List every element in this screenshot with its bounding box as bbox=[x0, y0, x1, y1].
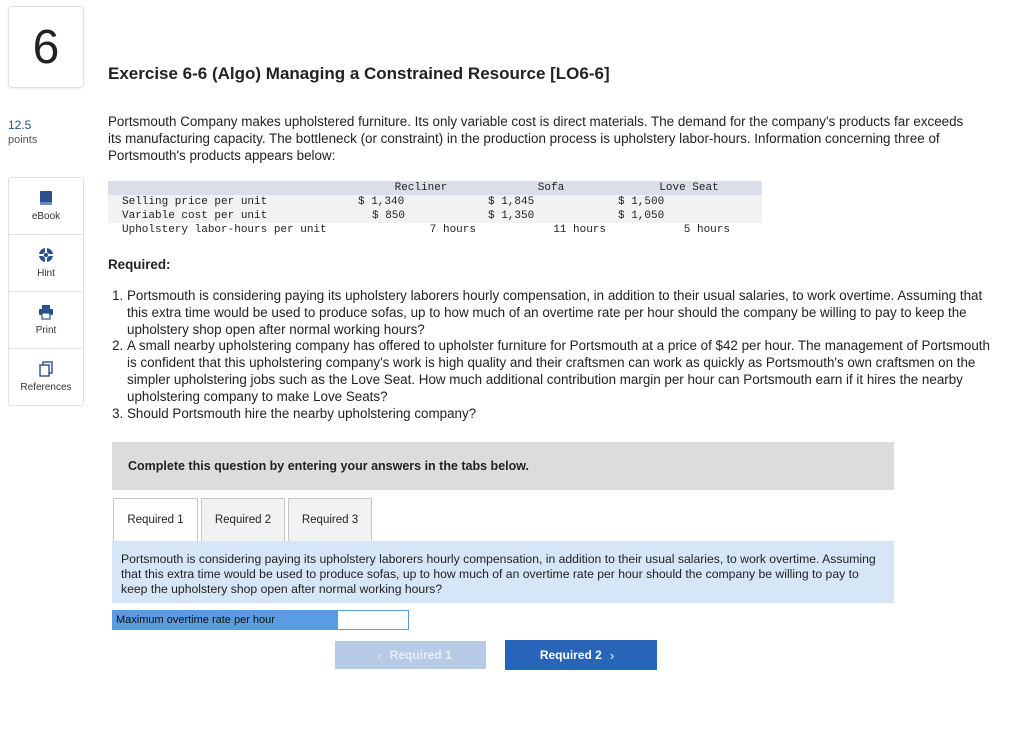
tab-required-3[interactable]: Required 3 bbox=[288, 498, 372, 541]
requirements-list bbox=[108, 288, 997, 422]
table-cell: Upholstery labor-hours per unit bbox=[122, 224, 327, 236]
tab-panel-text: Portsmouth is considering paying its upholstery laborers hourly compensation, in addition to their usual salaries, to work overtime. Assuming that this extra time would be used to produce sofas, up to how much of an overtime rate per hour should the company be willing to pay to keep the upholstery shop open after normal working hours? bbox=[112, 541, 894, 603]
ebook-icon bbox=[38, 190, 54, 206]
exercise-title: Exercise 6-6 (Algo) Managing a Constrained Resource [LO6-6] bbox=[108, 64, 610, 83]
answer-label: Maximum overtime rate per hour bbox=[112, 610, 337, 630]
table-row bbox=[108, 209, 762, 223]
sidebar-item-label: Hint bbox=[37, 268, 55, 279]
prev-button-label: Required 1 bbox=[389, 648, 452, 662]
sidebar-item-label: References bbox=[20, 382, 72, 393]
table-cell: $ 1,845 bbox=[486, 195, 616, 209]
question-number: 6 bbox=[8, 6, 84, 88]
hint-icon bbox=[38, 247, 54, 263]
points-value: 12.5 bbox=[8, 118, 32, 132]
sidebar-item-print[interactable] bbox=[9, 292, 83, 349]
sidebar-item-hint[interactable] bbox=[9, 235, 83, 292]
references-icon bbox=[38, 361, 54, 377]
next-button-label: Required 2 bbox=[539, 648, 602, 662]
table-header: Recliner bbox=[356, 181, 486, 195]
sidebar-item-label: eBook bbox=[31, 211, 61, 222]
table-row bbox=[108, 223, 762, 237]
next-button[interactable] bbox=[505, 640, 657, 670]
sidebar-item-label: Print bbox=[35, 325, 57, 336]
chevron-left-icon: ‹ bbox=[377, 647, 382, 663]
print-icon bbox=[38, 304, 54, 320]
required-heading: Required: bbox=[108, 257, 171, 272]
tab-required-1[interactable]: Required 1 bbox=[113, 498, 198, 541]
table-cell: $ 1,350 bbox=[486, 209, 616, 223]
product-table bbox=[108, 181, 762, 237]
list-item: 3. Should Portsmouth hire the nearby upholstering company? bbox=[127, 406, 997, 423]
intro-text: Portsmouth Company makes upholstered furniture. Its only variable cost is direct materials. The demand for the company's products far exceeds its manufacturing capacity. The bottleneck (or constraint) in the production process is upholstery labor-hours. Information concerning three of Portsmouth's products appears below: bbox=[108, 114, 964, 163]
chevron-right-icon: › bbox=[609, 647, 615, 663]
table-cell: $ 850 bbox=[356, 209, 486, 223]
points-label: points bbox=[8, 134, 38, 146]
table-cell: Selling price per unit bbox=[108, 195, 356, 209]
table-header: Love Seat bbox=[616, 181, 762, 195]
table-row bbox=[108, 195, 762, 209]
prev-button[interactable] bbox=[335, 641, 486, 669]
complete-banner: Complete this question by entering your answers in the tabs below. bbox=[112, 442, 894, 490]
table-cell: $ 1,050 bbox=[616, 209, 762, 223]
tab-bar bbox=[113, 498, 375, 541]
sidebar-item-ebook[interactable] bbox=[9, 178, 83, 235]
table-cell: Variable cost per unit bbox=[108, 209, 356, 223]
table-cell: 11 hours bbox=[553, 224, 606, 236]
table-cell: $ 1,340 bbox=[356, 195, 486, 209]
sidebar-item-references[interactable] bbox=[9, 349, 83, 405]
list-item: 2. A small nearby upholstering company has offered to upholster furniture for Portsmouth at a price of $42 per hour. The management of Portsmouth is confident that this upholstering company's work is high quality and their craftsmen can work as quickly as Portsmouth's own craftsmen on the simpler upholstering jobs such as the Love Seat. How much additional contribution margin per hour can Portsmouth earn if it hires the nearby upholstering company to make Love Seats? bbox=[127, 338, 997, 405]
sidebar bbox=[8, 177, 84, 406]
table-header: Sofa bbox=[486, 181, 616, 195]
table-header-row bbox=[108, 181, 762, 195]
table-header bbox=[108, 181, 356, 195]
tab-required-2[interactable]: Required 2 bbox=[201, 498, 285, 541]
table-cell: $ 1,500 bbox=[616, 195, 762, 209]
overtime-rate-input[interactable] bbox=[337, 610, 409, 630]
table-cell: 5 hours bbox=[683, 224, 730, 236]
list-item: 1. Portsmouth is considering paying its upholstery laborers hourly compensation, in addition to their usual salaries, to work overtime. Assuming that this extra time would be used to produce sofas, up to how much of an overtime rate per hour should the company be willing to pay to keep the upholstery shop open after normal working hours? bbox=[127, 288, 997, 338]
table-cell: 7 hours bbox=[429, 224, 476, 236]
